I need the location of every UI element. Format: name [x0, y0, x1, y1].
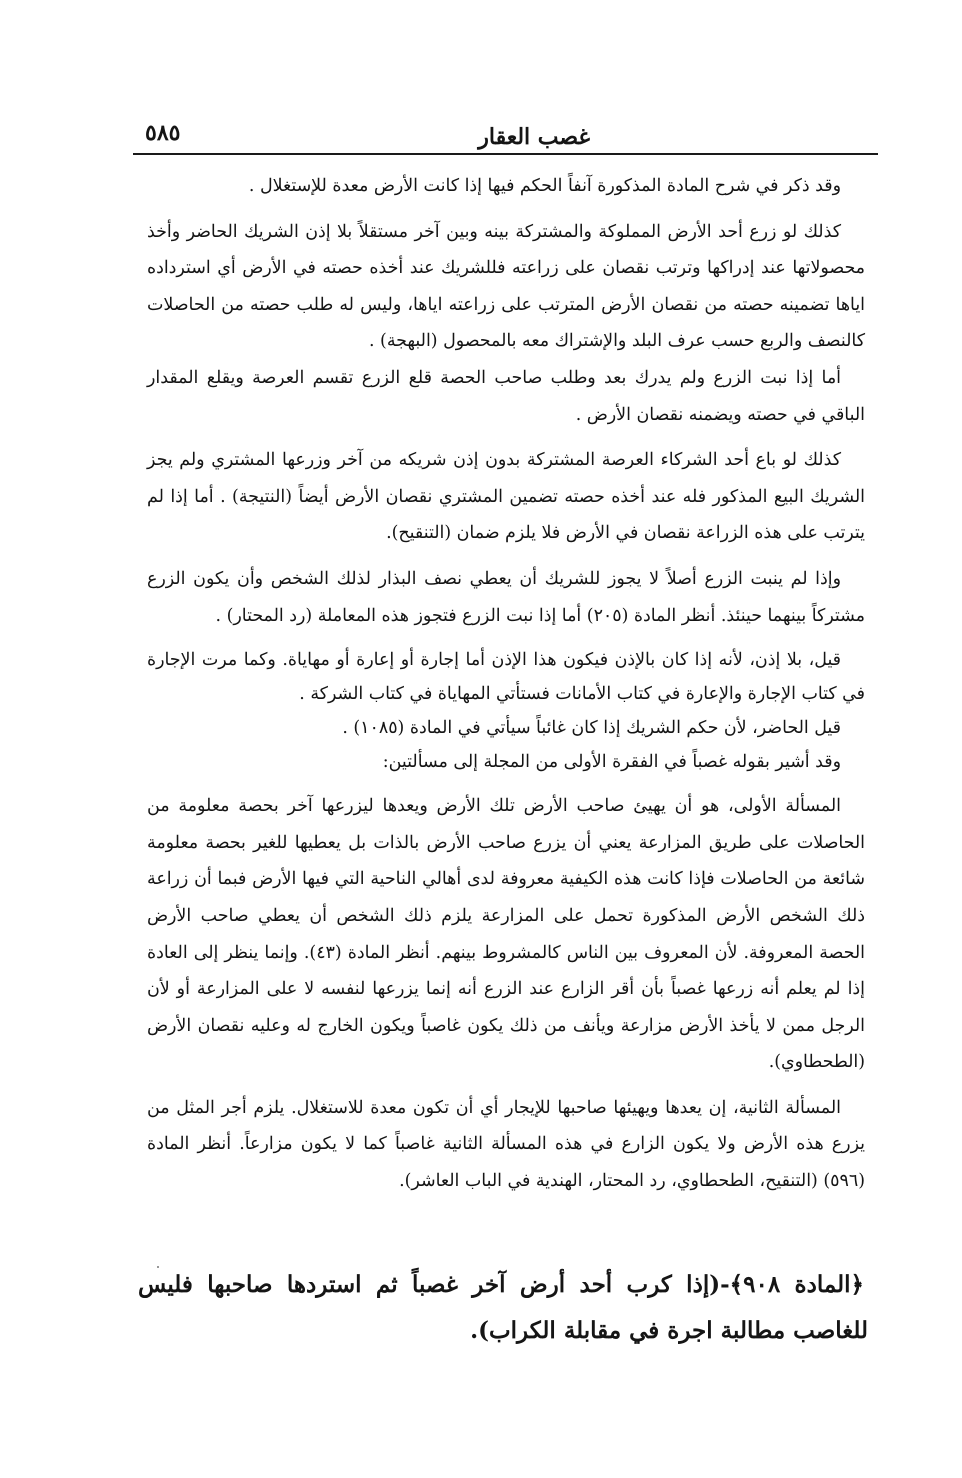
article-908: ﴿المادة ٩٠٨﴾-(إذا كرب أحد أرض آخر غصباً ثم استردها صاحبها فليس للغاصب مطالبة اجرة في مقابلة الكراب). [138, 1271, 868, 1344]
header-divider [133, 153, 878, 155]
header-title: غصب العقار [478, 124, 590, 150]
paragraph-sale-by-partner: كذلك لو باع أحد الشركاء العرصة المشتركة بدون إذن شريكه من آخر وزرعها المشتري ولم يجز الشريك البيع المذكور فله عند أخذه حصته تضمين المشتري نقصان الأرض أيضاً (النتيجة) . أما إذا لم يترتب على هذه الزراعة نقصان في الأرض فلا يلزم ضمان (التنقيح). [147, 450, 865, 544]
paragraph-two-issues-intro: وقد أشير بقوله غصباً في الفقرة الأولى من المجلة إلى مسألتين: [382, 752, 841, 773]
page-number: ٥٨٥ [145, 120, 181, 146]
running-header [133, 118, 878, 152]
paragraph-first-issue: المسألة الأولى، هو أن يهيئ صاحب الأرض تلك الأرض ويعدها ليزرعها آخر بحصة معلومة من الحاصلات على طريق المزارعة يعني أن يزرع صاحب الأرض بالذات بل يعطيها للغير بحصة معلومة شائعة من الحاصلات فإذا كانت هذه الكيفية معروفة لدى أهالي الناحية التي فيها الأرض فبما أن زراعة ذلك الشخص الأرض المذكورة تحمل على المزارعة يلزم ذلك الشخص أن يعطي صاحب الأرض الحصة المعروفة. لأن المعروف بين الناس كالمشروط بينهم. أنظر المادة (٤٣). وإنما ينظر إلى العادة إذا لم يعلم أنه زرعها غصباً بأن أقر الزارع عند الزرع أنه إنما يزرعها لنفسه لا على المزارعة أو لأن الرجل ممن لا يأخذ الأرض مزارعة ويأنف من ذلك يكون غاصباً ويكون الخارج له وعليه نقصان الأرض (الطحطاوي). [147, 796, 865, 1073]
paragraph-partner-cultivation: كذلك لو زرع أحد الأرض المملوكة والمشتركة بينه وبين آخر مستقلاً بلا إذن الشريك الحاضر وأخذ محصولاتها عند إدراكها وترتب نقصان على زراعته فللشريك عند أخذه حصته في الأرض أي استرداده اياها تضمينه حصته من نقصان الأرض المترتب على زراعته اياها، وليس له طلب حصته من الحاصلات كالنصف والربع حسب عرف البلد والإشتراك معه بالمحصول (البهجة) . [147, 221, 865, 352]
paragraph-present-partner: قيل الحاضر، لأن حكم الشريك إذا كان غائباً سيأتي في المادة (١٠٨٥) . [342, 718, 841, 739]
paragraph-second-issue: المسألة الثانية، إن يعدها ويهيئها صاحبها للإيجار أي أن تكون معدة للاستغلال. يلزم أجر المثل من يزرع هذه الأرض ولا يكون الزارع في هذه المسألة الثانية غاصباً كما لا يكون مزارعاً. أنظر المادة (٥٩٦) (التنقيح، الطحطاوي، رد المحتار، الهندية في الباب العاشر). [147, 1097, 865, 1192]
paragraph-without-permission: قيل، بلا إذن، لأنه إذا كان بالإذن فيكون هذا الإذن أما إجارة أو إعارة أو مهاياة. وكما مرت الإجارة في كتاب الإجارة والإعارة في كتاب الأمانات فستأتي المهاياة في كتاب الشركة . [147, 650, 865, 705]
paragraph-land-prepared: وقد ذكر في شرح المادة المذكورة آنفاً الحكم فيها إذا كانت الأرض معدة للإستغلال . [248, 176, 841, 196]
paragraph-crop-not-growing: وإذا لم ينبت الزرع أصلاً لا يجوز للشريك أن يعطي نصف البذار لذلك الشخص وأن يكون الزرع مشتركاً بينهما حينئذ. أنظر المادة (٢٠٥) أما إذا نبت الزرع فتجوز هذه المعاملة (رد المحتار) . [147, 568, 865, 626]
paragraph-unripe-crop: أما إذا نبت الزرع ولم يدرك بعد وطلب صاحب الحصة قلع الزرع تقسم العرصة ويقلع المقدار الباقي في حصته ويضمنه نقصان الأرض . [147, 367, 865, 425]
print-speck [157, 1266, 159, 1268]
body-text [147, 168, 865, 1209]
